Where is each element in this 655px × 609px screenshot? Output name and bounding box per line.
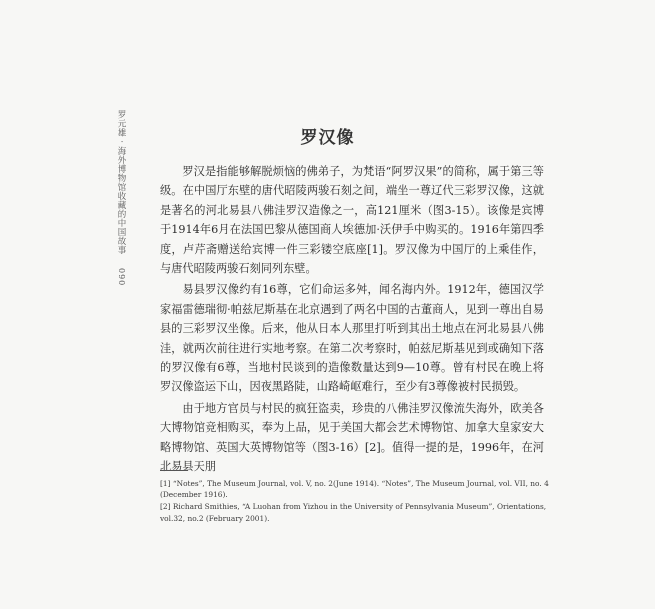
paragraph: 易县罗汉像约有16尊，它们命运多舛，闻名海内外。1912年，德国汉学家福雷德瑞彻·帕兹尼斯基在北京遇到了两名中国的古董商人，见到一尊出自易县的三彩罗汉坐像。后来，他从日本人那里打听到其出土地点在河北易县八佛洼，就两次前往进行实地考察。在第二次考察时，帕兹尼斯基见到或确知下落的罗汉像有6尊，当地村民谈到的造像数量达到9—10尊。曾有村民在晚上将罗汉像盗运下山，因夜黑路陡，山路崎岖难行，至少有3尊像被村民损毁。	[160, 283, 544, 394]
running-head: 罗元雄 · 海外博物馆收藏的中国故事	[116, 110, 126, 255]
page-number: 090	[117, 268, 126, 287]
body-text	[160, 162, 544, 477]
paragraph: 罗汉是指能够解脱烦恼的佛弟子，为梵语“阿罗汉果”的简称，属于第三等级。在中国厅东壁的唐代昭陵两骏石刻之间，端坐一尊辽代三彩罗汉像，这就是著名的河北易县八佛洼罗汉造像之一，高121厘米（图3-15）。该像是宾博于1914年6月在法国巴黎从德国商人埃德加·沃伊手中购买的。1916年第四季度，卢芹斋赠送给宾博一件三彩镂空底座[1]。罗汉像为中国厅的上乘佳作，与唐代昭陵两骏石刻同列东壁。	[160, 165, 544, 276]
footnote-divider	[160, 470, 188, 471]
footnote: [2] Richard Smithies, “A Luohan from Yizhou in the University of Pennsylvania Museum”, Orientations, vol.32, no.2 (February 2001).	[160, 502, 547, 523]
footnotes	[160, 478, 550, 525]
footnote: [1] “Notes”, The Museum Journal, vol. V, no. 2(June 1914). “Notes”, The Museum Journal, vol. VII, no. 4 (December 1916).	[160, 479, 549, 500]
page-title: 罗汉像	[300, 128, 355, 148]
paragraph: 由于地方官员与村民的疯狂盗卖，珍贵的八佛洼罗汉像流失海外，欧美各大博物馆竞相购买，奉为上品，见于美国大都会艺术博物馆、加拿大皇家安大略博物馆、英国大英博物馆等（图3-16）[2]。值得一提的是，1996年，在河北易县天朋	[160, 401, 544, 474]
